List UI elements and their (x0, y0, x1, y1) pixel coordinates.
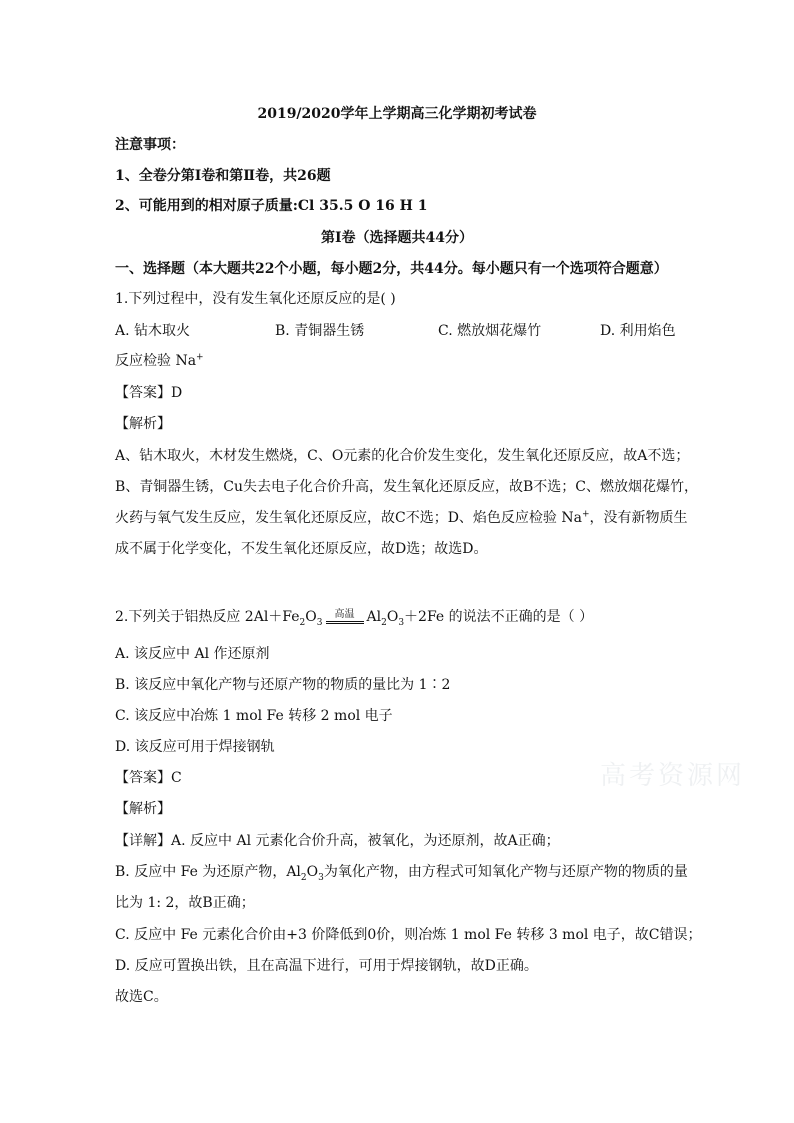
q1-option-b: B. 青铜器生锈 (275, 323, 365, 339)
q2-option-a: A. 该反应中 Al 作还原剂 (115, 646, 270, 662)
q2-stem-text: O (386, 609, 399, 625)
q1-option-d-text: 反应检验 Na (115, 353, 197, 369)
q2-detail-b (115, 862, 688, 882)
q1-answer: 【答案】D (115, 385, 183, 401)
q2-detail-text: 为氧化产物，由方程式可知氧化产物与还原产物的物质的量 (323, 864, 688, 880)
q2-option-c: C. 该反应中冶炼 1 mol Fe 转移 2 mol 电子 (115, 708, 393, 724)
q2-stem-text: Al (366, 609, 382, 625)
q1-analysis-line: B、青铜器生锈，Cu失去电子化合价升高，发生氧化还原反应，故B不选；C、燃放烟花爆竹， (115, 479, 699, 495)
q2-subscript: 3 (316, 617, 323, 628)
q2-detail-text: B. 反应中 Fe 为还原产物，Al (115, 864, 301, 880)
q1-option-c: C. 燃放烟花爆竹 (438, 323, 542, 339)
q1-analysis-line: A、钻木取火，木材发生燃烧，C、O元素的化合价发生变化，发生氧化还原反应，故A不选； (115, 448, 690, 464)
reaction-condition: 高温 (326, 610, 364, 620)
q2-detail-d: D. 反应可置换出铁，且在高温下进行，可用于焊接钢轨，故D正确。 (115, 958, 538, 974)
q1-stem: 1.下列过程中，没有发生氧化还原反应的是( ) (115, 291, 396, 307)
q2-stem-text: 2.下列关于铝热反应 2Al＋Fe (115, 609, 300, 625)
q2-option-b: B. 该反应中氧化产物与还原产物的物质的量比为 1∶2 (115, 677, 451, 693)
q1-analysis-label: 【解析】 (115, 416, 171, 432)
q2-stem-text: ＋2Fe 的说法不正确的是（ ） (404, 609, 594, 625)
q1-option-d-superscript: + (196, 352, 204, 363)
q2-detail-text: O (306, 864, 319, 880)
q2-subscript: 2 (299, 617, 306, 628)
q2-stem (115, 607, 593, 627)
q1-analysis-text: ，没有新物质生 (589, 510, 688, 526)
q2-stem-text: O (305, 609, 317, 625)
q2-subscript: 2 (300, 872, 307, 883)
q1-analysis-line (115, 508, 688, 528)
q1-analysis-line: 成不属于化学变化，不发生氧化还原反应，故D选；故选D。 (115, 541, 488, 557)
section-title: 第Ⅰ卷（选择题共44分） (320, 230, 474, 246)
notes-item-1: 1、全卷分第Ⅰ卷和第Ⅱ卷，共26题 (115, 168, 331, 184)
q2-analysis-label: 【解析】 (115, 801, 171, 817)
q2-detail-c: C. 反应中 Fe 元素化合价由+3 价降低到0价，则冶炼 1 mol Fe 转移 3 mol 电子，故C错误； (115, 927, 702, 943)
q2-subscript: 3 (318, 872, 324, 883)
q1-option-a: A. 钻木取火 (115, 323, 191, 339)
q2-subscript: 3 (398, 617, 405, 628)
page-title: 2019/2020学年上学期高三化学期初考试卷 (257, 106, 537, 122)
q2-subscript: 2 (381, 617, 387, 628)
q1-option-d-continued (115, 351, 204, 371)
watermark: 高考资源网 (600, 761, 746, 791)
q2-answer: 【答案】C (115, 770, 182, 786)
part-title: 一、选择题（本大题共22个小题，每小题2分，共44分。每小题只有一个选项符合题意） (115, 261, 668, 277)
q2-detail-a: 【详解】A. 反应中 Al 元素化合价升高，被氧化，为还原剂，故A正确； (115, 833, 560, 849)
q2-detail-b-continued: 比为 1: 2，故B正确； (115, 895, 255, 911)
q2-conclusion: 故选C。 (115, 989, 168, 1005)
q1-analysis-superscript: + (581, 509, 590, 520)
notes-heading: 注意事项： (115, 137, 185, 153)
notes-item-2: 2、可能用到的相对原子质量:Cl 35.5 O 16 H 1 (115, 198, 428, 214)
q1-analysis-text: 火药与氧气发生反应，发生氧化还原反应，故C不选；D、焰色反应检验 Na (115, 510, 582, 526)
q1-option-d: D. 利用焰色 (600, 323, 676, 339)
q2-option-d: D. 该反应可用于焊接钢轨 (115, 739, 275, 755)
